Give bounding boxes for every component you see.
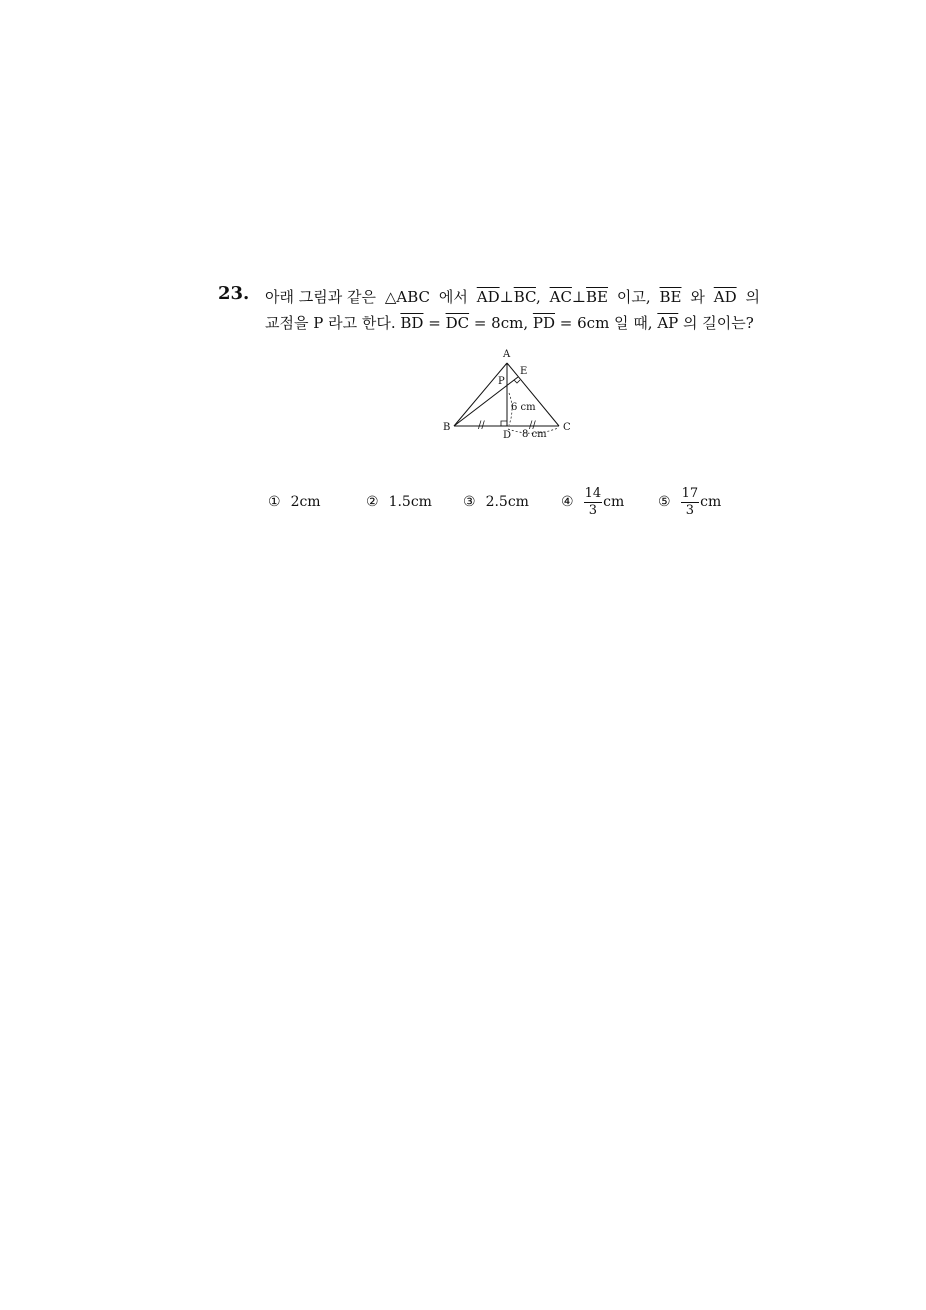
side-ac bbox=[507, 363, 559, 426]
segment-bc: $\overline{BC}$ bbox=[513, 288, 536, 306]
choice-fraction-value bbox=[681, 486, 722, 519]
stem-text: 의 bbox=[745, 288, 760, 306]
segment-bd: $\overline{BD}$ bbox=[400, 314, 424, 332]
fraction bbox=[681, 486, 700, 519]
choice-3[interactable] bbox=[463, 482, 529, 522]
stem-line-1 bbox=[265, 284, 760, 310]
fraction-denominator: 3 bbox=[685, 502, 694, 518]
choice-number: ④ bbox=[561, 494, 574, 510]
label-dc-length: 8 cm bbox=[522, 429, 547, 440]
stem-line-2 bbox=[265, 310, 760, 336]
stem-text: 와 bbox=[690, 288, 705, 306]
choice-text: 2.5cm bbox=[485, 494, 529, 510]
choice-unit: cm bbox=[700, 494, 722, 510]
choice-2[interactable] bbox=[366, 482, 432, 522]
stem-text: = bbox=[423, 314, 446, 332]
stem-text: 교점을 P 라고 한다. bbox=[265, 314, 396, 332]
stem-text: 에서 bbox=[438, 288, 468, 306]
right-angle-d bbox=[501, 421, 507, 426]
perp-statement-1 bbox=[477, 284, 541, 310]
label-c: C bbox=[563, 422, 571, 433]
label-b: B bbox=[443, 422, 451, 433]
comma: , bbox=[535, 288, 541, 306]
segment-be: $\overline{BE}$ bbox=[659, 288, 682, 306]
segment-ad: $\overline{AD}$ bbox=[476, 288, 500, 306]
side-ab bbox=[454, 363, 507, 426]
label-p: P bbox=[498, 376, 505, 387]
choice-number: ② bbox=[366, 494, 379, 510]
choice-5[interactable] bbox=[658, 482, 721, 522]
label-a: A bbox=[503, 349, 511, 360]
segment-ad: $\overline{AD}$ bbox=[713, 288, 737, 306]
choice-number: ③ bbox=[463, 494, 476, 510]
fraction bbox=[584, 486, 603, 519]
triangle-figure bbox=[440, 345, 580, 445]
problem-stem bbox=[265, 284, 760, 336]
segment-ap: $\overline{AP}$ bbox=[657, 314, 679, 332]
stem-text: 의 길이는? bbox=[678, 314, 754, 332]
choice-number: ⑤ bbox=[658, 494, 671, 510]
perp-statement-2 bbox=[550, 284, 608, 310]
label-d: D bbox=[503, 430, 512, 441]
tick-mark-dc: // bbox=[529, 420, 536, 431]
stem-text: = 6cm 일 때, bbox=[555, 314, 658, 332]
segment-dc: $\overline{DC}$ bbox=[445, 314, 470, 332]
segment-be-line bbox=[454, 377, 518, 426]
label-pd-length: 6 cm bbox=[511, 402, 536, 413]
stem-text: 이고, bbox=[616, 288, 651, 306]
perp-symbol: ⊥ bbox=[571, 288, 587, 306]
stem-text: 아래 그림과 같은 bbox=[265, 288, 376, 306]
choice-1[interactable] bbox=[268, 482, 321, 522]
choice-number: ① bbox=[268, 494, 281, 510]
fraction-numerator: 17 bbox=[681, 485, 699, 501]
segment-pd: $\overline{PD}$ bbox=[532, 314, 556, 332]
choice-4[interactable] bbox=[561, 482, 624, 522]
choice-text: 1.5cm bbox=[388, 494, 432, 510]
answer-choices bbox=[268, 482, 738, 522]
choice-unit: cm bbox=[603, 494, 625, 510]
stem-text: = 8cm, bbox=[469, 314, 533, 332]
segment-ac: $\overline{AC}$ bbox=[549, 288, 572, 306]
triangle-name: △ABC bbox=[384, 288, 430, 306]
right-angle-e bbox=[514, 380, 520, 383]
fraction-denominator: 3 bbox=[588, 502, 597, 518]
perp-symbol: ⊥ bbox=[499, 288, 514, 306]
fraction-numerator: 14 bbox=[584, 485, 602, 501]
choice-text: 2cm bbox=[290, 494, 321, 510]
label-e: E bbox=[520, 366, 528, 377]
tick-mark-bd: // bbox=[478, 420, 485, 431]
choice-fraction-value bbox=[584, 486, 625, 519]
problem-number: 23. bbox=[218, 283, 250, 304]
segment-be: $\overline{BE}$ bbox=[586, 288, 609, 306]
